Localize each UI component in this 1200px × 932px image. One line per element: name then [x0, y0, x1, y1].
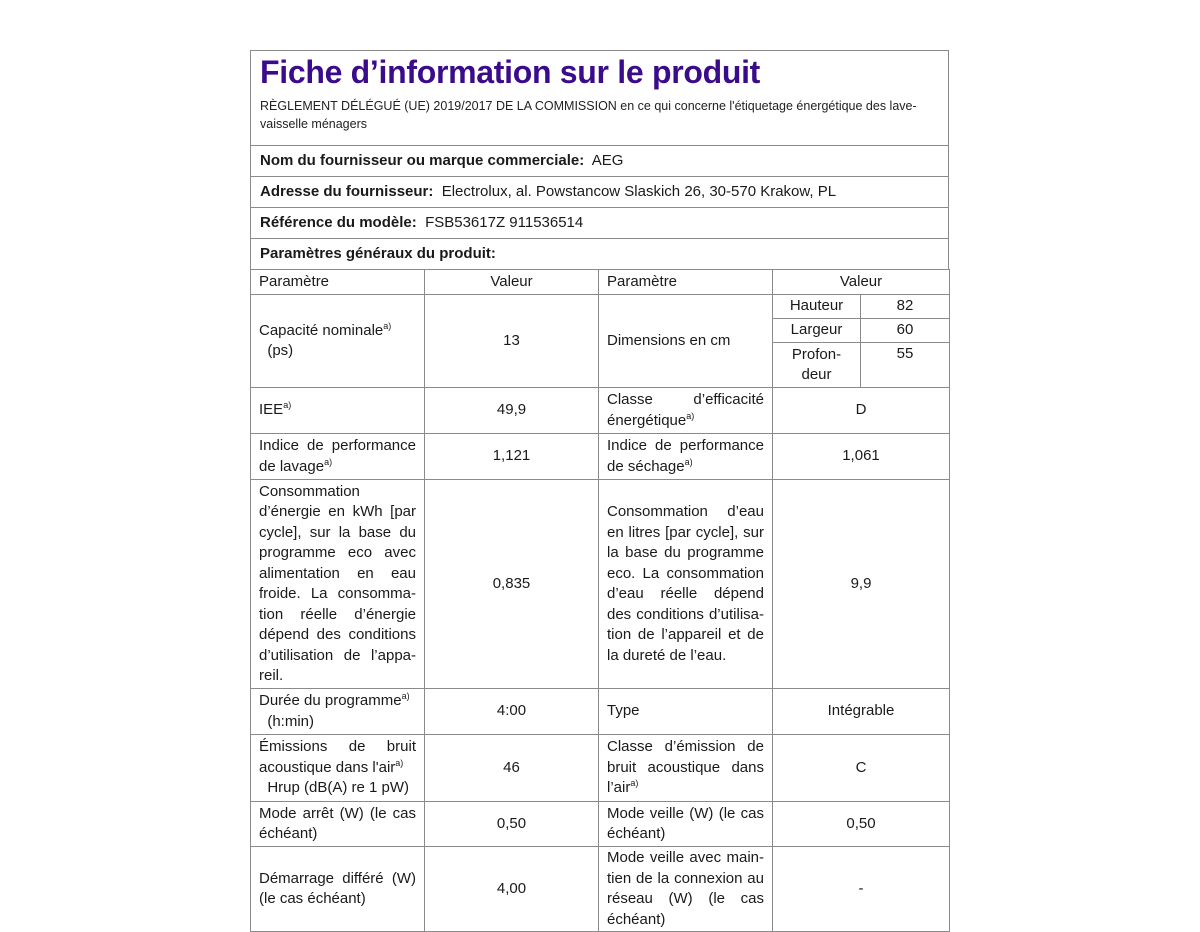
param-value: 46 [425, 735, 599, 802]
param-value: C [773, 735, 950, 802]
regulation-text: RÈGLEMENT DÉLÉGUÉ (UE) 2019/2017 DE LA COMMISSION en ce qui concerne l'étiquetage énergétique des lave-vaisselle ménagers [260, 99, 917, 131]
dim-value: 60 [861, 319, 950, 343]
param-value: 0,835 [425, 480, 599, 689]
address-label: Adresse du fournisseur: [260, 183, 434, 200]
address-row [250, 176, 949, 207]
param-label: Durée du programme$^{a)}$ (h:min) [251, 689, 425, 735]
capacity-value: 13 [425, 295, 599, 388]
title-block [250, 50, 949, 145]
dimensions-label: Dimensions en cm [599, 295, 773, 388]
param-label: Mode veille avec main-tien de la connexion au réseau (W) (le cas échéant) [599, 847, 773, 932]
param-value: 4,00 [425, 847, 599, 932]
model-value: FSB53617Z 911536514 [425, 214, 584, 231]
header-param: Paramètre [251, 270, 425, 295]
param-value: 4:00 [425, 689, 599, 735]
table-row [251, 802, 950, 847]
dim-label: Hauteur [773, 295, 861, 319]
dim-label: Profon-deur [773, 343, 861, 388]
dim-value: 82 [861, 295, 950, 319]
table-row [251, 847, 950, 932]
param-label: Mode veille (W) (le cas échéant) [599, 802, 773, 847]
model-row [250, 207, 949, 238]
supplier-row [250, 145, 949, 176]
param-label: IEE$^{a)}$ [251, 388, 425, 434]
dim-label: Largeur [773, 319, 861, 343]
supplier-label: Nom du fournisseur ou marque commerciale: [260, 152, 585, 169]
param-label: Mode arrêt (W) (le cas échéant) [251, 802, 425, 847]
supplier-value: AEG [591, 152, 624, 169]
header-param: Paramètre [599, 270, 773, 295]
table-row [251, 434, 950, 480]
param-value: Intégrable [773, 689, 950, 735]
param-label: Classe d’efficacité énergétique$^{a)}$ [599, 388, 773, 434]
param-value: - [773, 847, 950, 932]
params-table [250, 269, 950, 932]
param-value: D [773, 388, 950, 434]
param-label: Consommation d’énergie en kWh [par cycle], sur la base du programme eco avec alimentation en eau froide. La consomma-tion réelle d’énergie dépend des conditions d’utilisation de l’appa-reil. [251, 480, 425, 689]
table-header [251, 270, 950, 295]
header-value: Valeur [773, 270, 950, 295]
general-params-row [250, 238, 949, 269]
address-value: Electrolux, al. Powstancow Slaskich 26, 30-570 Krakow, PL [441, 183, 837, 200]
param-value: 1,121 [425, 434, 599, 480]
table-row [251, 735, 950, 802]
param-label: Indice de performance de lavage$^{a)}$ [251, 434, 425, 480]
general-params-label: Paramètres généraux du produit: [260, 245, 496, 262]
param-label: Consommation d’eau en litres [par cycle], sur la base du programme eco. La consommation d’eau réelle dépend des conditions d’utilisa-tion de l’appareil et de la dureté de l’eau. [599, 480, 773, 689]
param-label: Classe d’émission de bruit acoustique dans l’air$^{a)}$ [599, 735, 773, 802]
table-row [251, 295, 950, 319]
param-label: Émissions de bruit acoustique dans l'air$^{a)}$ Hrup (dB(A) re 1 pW) [251, 735, 425, 802]
capacity-label: Capacité nominale$^{a)}$ (ps) [251, 295, 425, 388]
param-label: Démarrage différé (W) (le cas échéant) [251, 847, 425, 932]
param-value: 0,50 [425, 802, 599, 847]
dim-value: 55 [861, 343, 950, 388]
header-value: Valeur [425, 270, 599, 295]
param-label: Indice de performance de séchage$^{a)}$ [599, 434, 773, 480]
product-information-sheet [250, 50, 949, 932]
table-row [251, 388, 950, 434]
param-value: 49,9 [425, 388, 599, 434]
table-row [251, 689, 950, 735]
param-value: 0,50 [773, 802, 950, 847]
table-row [251, 480, 950, 689]
param-value: 9,9 [773, 480, 950, 689]
model-label: Référence du modèle: [260, 214, 417, 231]
param-label: Type [599, 689, 773, 735]
param-value: 1,061 [773, 434, 950, 480]
page-title: Fiche d’information sur le produit [260, 54, 761, 90]
